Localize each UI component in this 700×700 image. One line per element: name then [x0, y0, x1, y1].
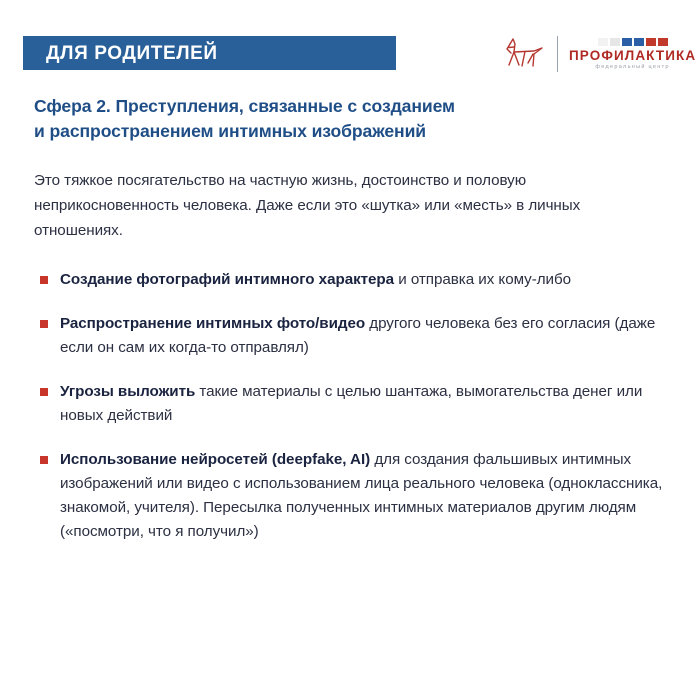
page-title-line-1: Сфера 2. Преступления, связанные с созданием — [34, 96, 455, 116]
bullet-square-icon — [40, 388, 48, 396]
list-item-text: такие материалы с целью шантажа, вымогательства денег или новых действий — [60, 383, 643, 425]
logo-divider — [557, 36, 558, 72]
list-item-strong: Создание фотографий интимного характера — [60, 271, 395, 289]
slide-content — [34, 94, 666, 544]
list-item — [34, 380, 666, 428]
brand-logo — [500, 34, 696, 74]
list-item-strong: Распространение интимных фото/видео — [60, 315, 366, 333]
list-item — [34, 448, 666, 544]
list-item — [34, 312, 666, 360]
logo-text-block — [569, 38, 696, 70]
audience-banner-label: ДЛЯ РОДИТЕЛЕЙ — [46, 42, 218, 64]
logo-wordmark: ПРОФИЛАКТИКА — [569, 48, 697, 63]
logo-chip-2 — [610, 38, 620, 46]
logo-chip-5 — [646, 38, 656, 46]
bullet-square-icon — [40, 320, 48, 328]
slide-header — [0, 36, 700, 70]
list-item-text: для создания фальшивых интимных изображений или видео с использованием лица реального человека (одноклассника, знакомой, учителя). Пересылка полученных интимных материалов другим людям («посмотри, что я получил») — [60, 451, 663, 541]
list-item-text: и отправка их кому-либо — [394, 271, 571, 289]
list-item-strong: Угрозы выложить — [60, 383, 196, 401]
logo-chip-1 — [598, 38, 608, 46]
bullet-square-icon — [40, 276, 48, 284]
page-title-line-2: и распространением интимных изображений — [34, 120, 427, 141]
logo-subtitle: федеральный центр — [595, 63, 670, 70]
list-item-strong: Использование нейросетей (deepfake, AI) — [60, 451, 371, 469]
logo-chip-3 — [622, 38, 632, 46]
logo-color-chips — [598, 38, 668, 46]
intro-paragraph: Это тяжкое посягательство на частную жизнь, достоинство и половую неприкосновенность человека. Даже если это «шутка» или «месть» в личных отношениях. — [34, 172, 581, 239]
bullet-list — [34, 268, 666, 544]
horse-line-art-logo-icon — [500, 35, 546, 73]
logo-chip-4 — [634, 38, 644, 46]
audience-banner — [23, 36, 396, 70]
bullet-square-icon — [40, 456, 48, 464]
logo-chip-6 — [658, 38, 668, 46]
list-item-text: другого человека без его согласия (даже если он сам их когда-то отправлял) — [60, 315, 656, 357]
page-title — [34, 94, 666, 143]
list-item — [34, 268, 666, 292]
